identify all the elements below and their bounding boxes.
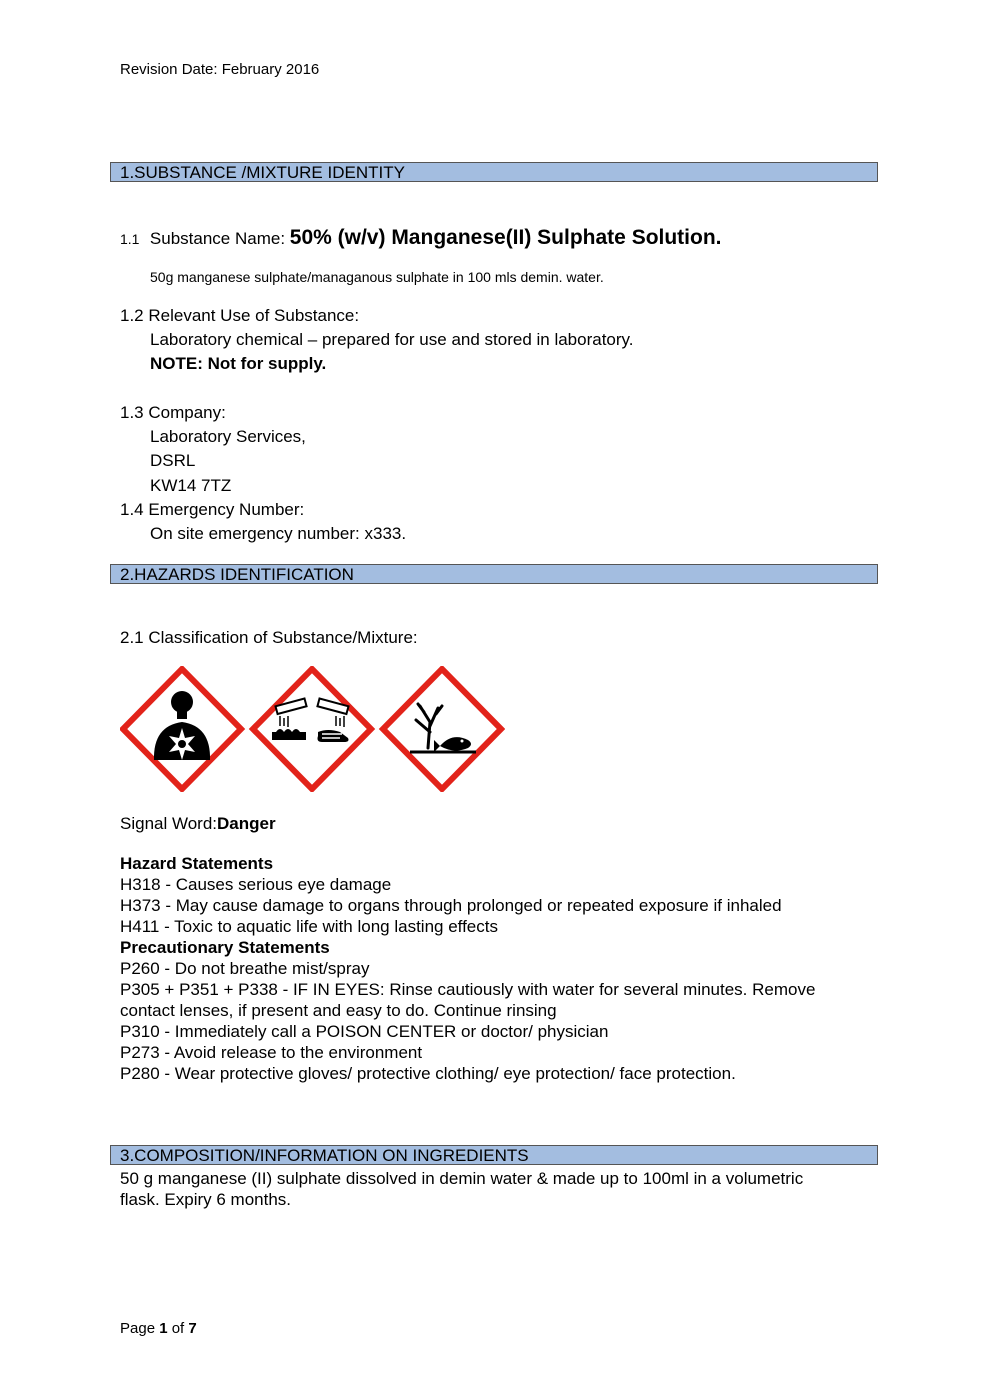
- ghs-pictograms: [120, 666, 505, 792]
- precaution-line: P310 - Immediately call a POISON CENTER or doctor/ physician: [120, 1022, 609, 1041]
- hazard-statement: H318 - Causes serious eye damage: [120, 875, 392, 894]
- company-label: 1.3 Company:: [120, 403, 226, 422]
- section-2-title: 2.HAZARDS IDENTIFICATION: [120, 565, 354, 584]
- company-line: KW14 7TZ: [150, 476, 232, 495]
- page-word: Page: [120, 1320, 160, 1337]
- composition-line: 50 g manganese (II) sulphate dissolved in demin water & made up to 100ml in a volumetric: [120, 1169, 804, 1188]
- section-3-title: 3.COMPOSITION/INFORMATION ON INGREDIENTS: [120, 1146, 529, 1165]
- substance-name-line: [120, 226, 722, 252]
- signal-word-label: Signal Word:: [120, 814, 218, 833]
- composition-line: flask. Expiry 6 months.: [120, 1190, 292, 1209]
- page-number: [120, 1320, 197, 1337]
- substance-description: 50g manganese sulphate/managanous sulphate in 100 mls demin. water.: [150, 269, 604, 285]
- current-page: 1: [159, 1320, 168, 1337]
- precaution-line: P305 + P351 + P338 - IF IN EYES: Rinse cautiously with water for several minutes. Remove: [120, 980, 816, 999]
- revision-date: Revision Date: February 2016: [120, 61, 320, 78]
- health-hazard-pictogram: [123, 669, 241, 789]
- supply-note: NOTE: Not for supply.: [150, 354, 327, 373]
- section-3-header: [110, 1145, 878, 1165]
- section-1-title: 1.SUBSTANCE /MIXTURE IDENTITY: [120, 163, 405, 182]
- signal-word: [120, 813, 276, 834]
- hazard-statement: H411 - Toxic to aquatic life with long lasting effects: [120, 917, 498, 936]
- section-1-header: [110, 162, 878, 182]
- classification-label: 2.1 Classification of Substance/Mixture:: [120, 628, 418, 647]
- environment-pictogram: [383, 669, 501, 789]
- precaution-line: P260 - Do not breathe mist/spray: [120, 959, 370, 978]
- precaution-line: P273 - Avoid release to the environment: [120, 1043, 423, 1062]
- company-line: Laboratory Services,: [150, 427, 306, 446]
- emergency-number: On site emergency number: x333.: [150, 524, 407, 543]
- relevant-use-label: 1.2 Relevant Use of Substance:: [120, 306, 360, 325]
- of-word: of: [167, 1320, 189, 1337]
- hazard-statement: H373 - May cause damage to organs through prolonged or repeated exposure if inhaled: [120, 896, 782, 915]
- relevant-use-text: Laboratory chemical – prepared for use and stored in laboratory.: [150, 330, 634, 349]
- company-line: DSRL: [150, 451, 196, 470]
- substance-name-value: 50% (w/v) Manganese(II) Sulphate Solution.: [289, 226, 722, 249]
- substance-name-label: Substance Name:: [149, 229, 290, 248]
- signal-word-value: Danger: [217, 814, 276, 833]
- emergency-label: 1.4 Emergency Number:: [120, 500, 305, 519]
- substance-name-number: 1.1: [120, 231, 140, 247]
- precaution-line: contact lenses, if present and easy to do. Continue rinsing: [120, 1001, 557, 1020]
- hazard-heading: Hazard Statements: [120, 854, 274, 873]
- precaution-line: P280 - Wear protective gloves/ protective clothing/ eye protection/ face protection.: [120, 1064, 736, 1083]
- total-pages: 7: [188, 1320, 197, 1337]
- precaution-heading: Precautionary Statements: [120, 938, 330, 957]
- corrosion-pictogram: [253, 669, 371, 789]
- section-2-header: [110, 564, 878, 584]
